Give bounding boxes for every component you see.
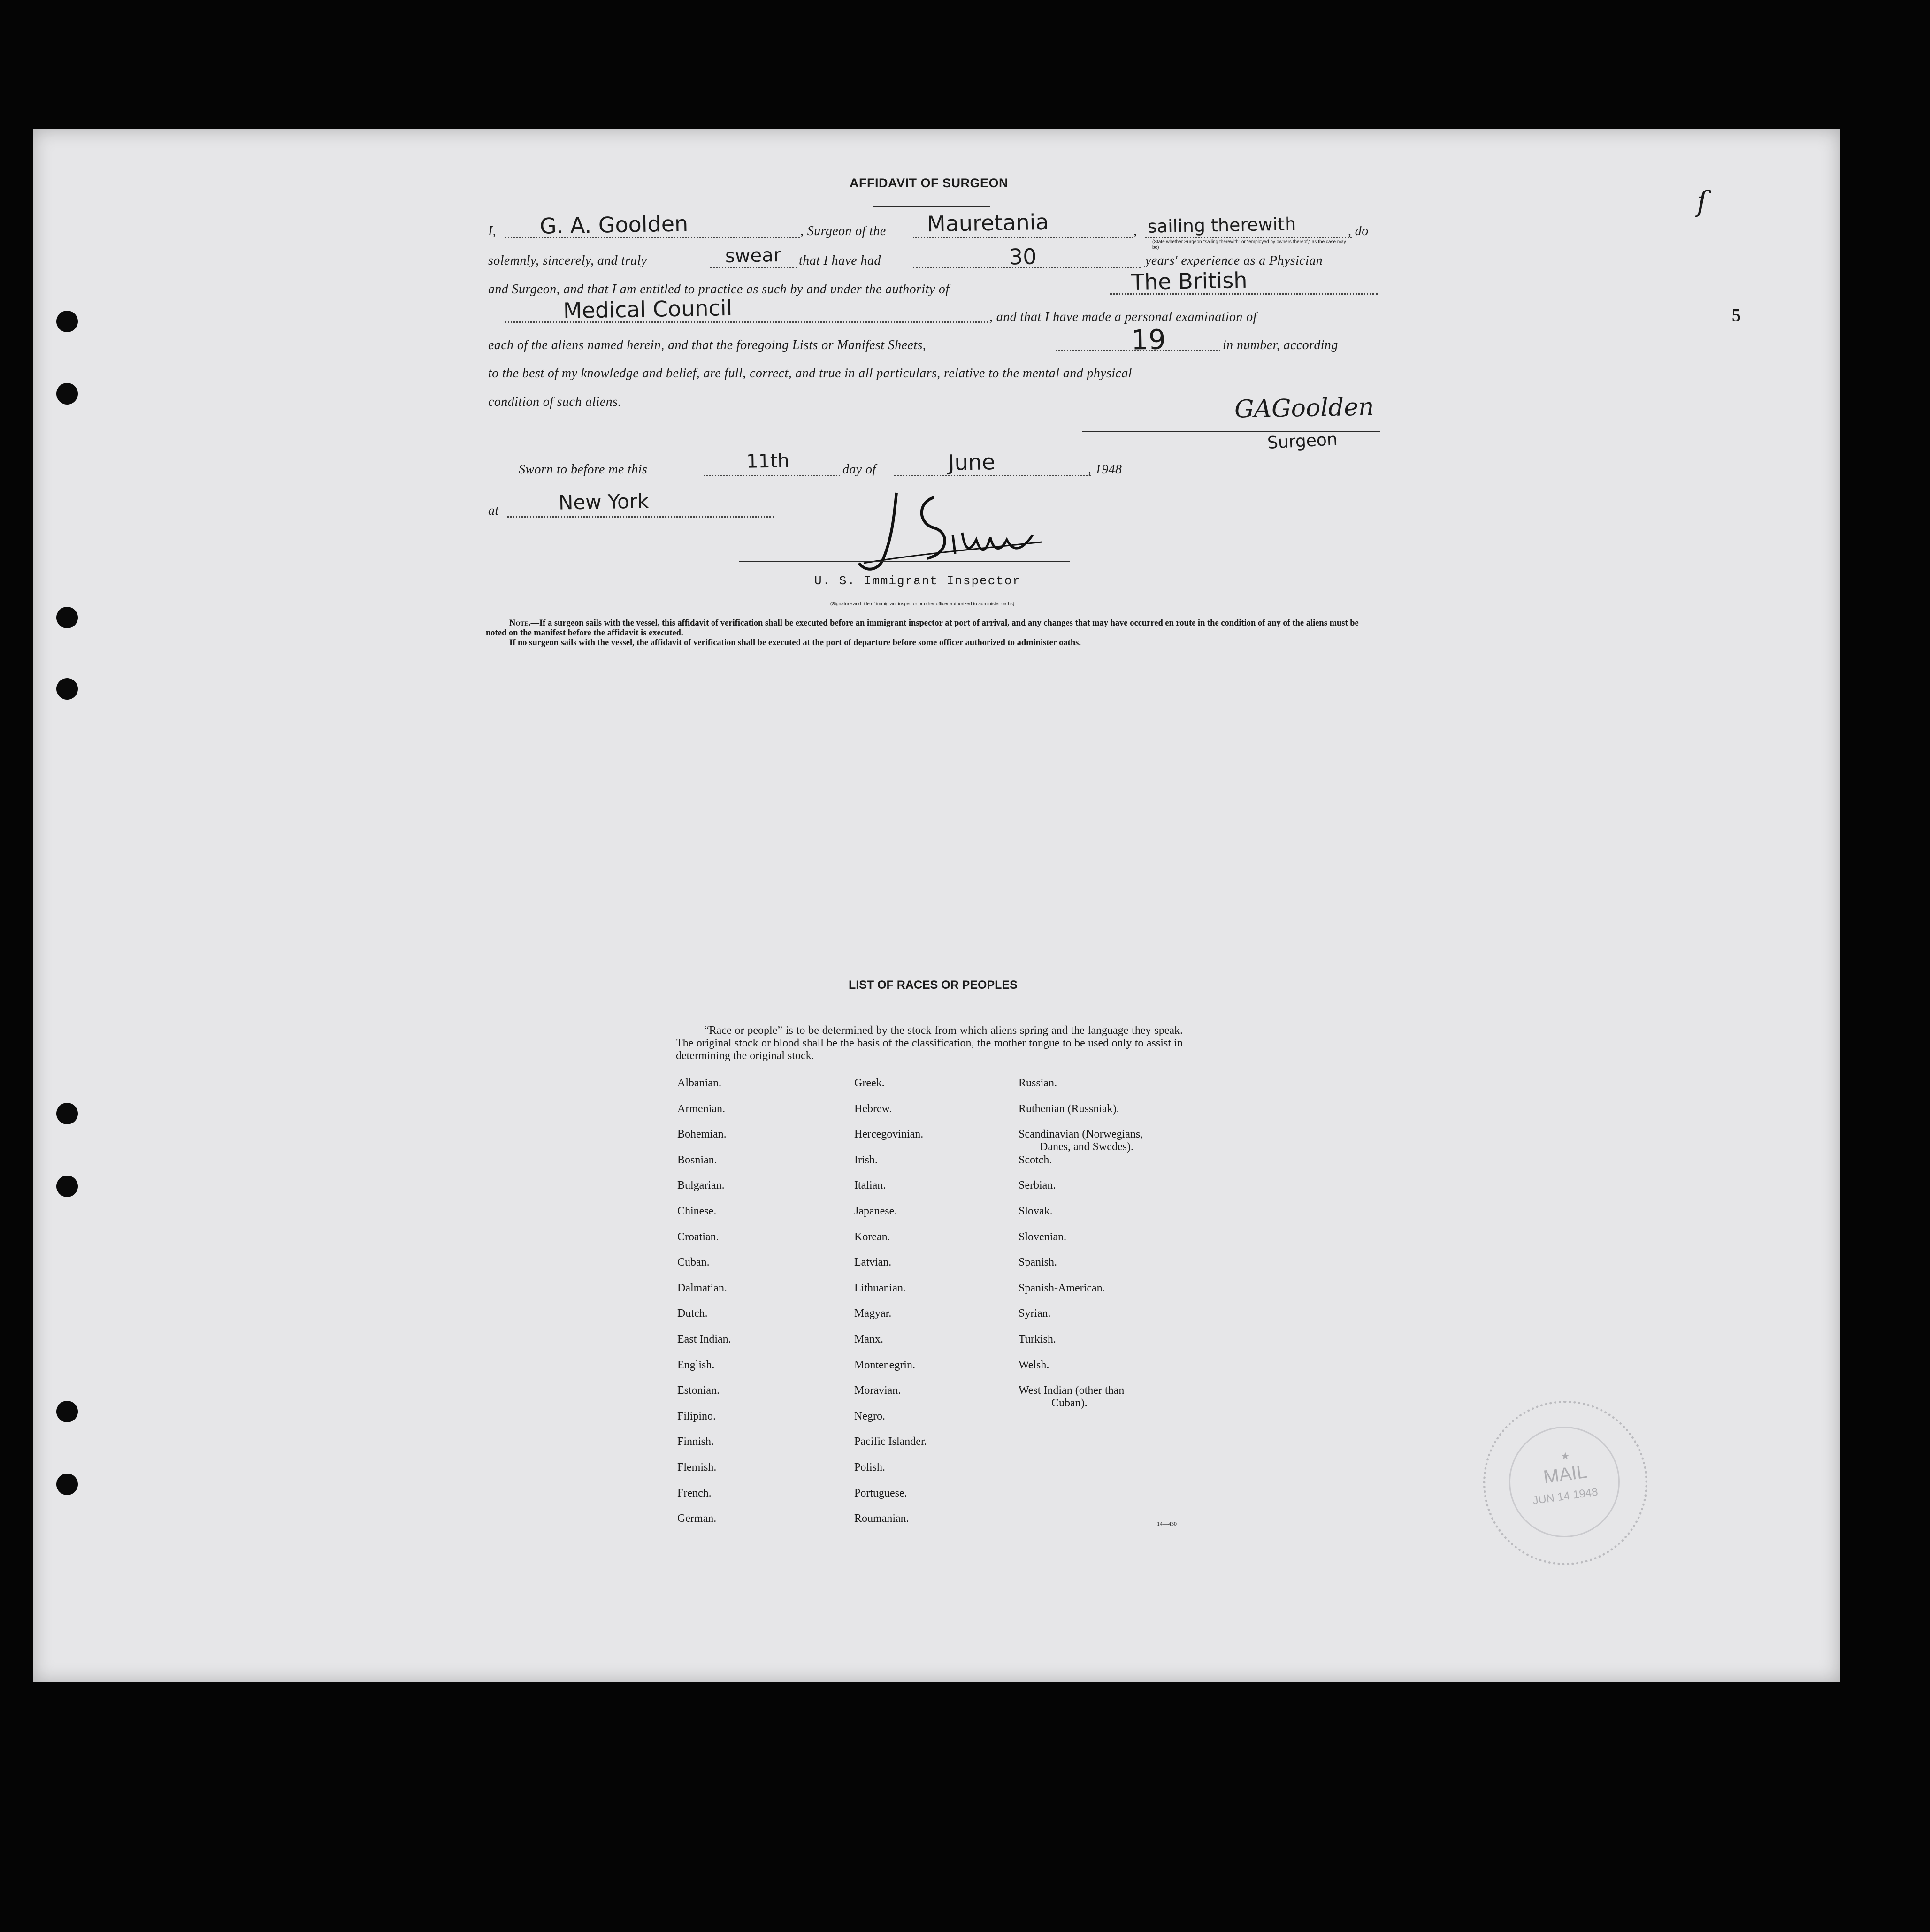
place-line (507, 516, 774, 518)
race-item: Japanese. (854, 1205, 897, 1217)
title-rule (873, 206, 990, 207)
capacity-line (1145, 237, 1352, 238)
at-label: at (488, 504, 499, 518)
binder-hole (56, 1103, 78, 1124)
binder-hole (56, 678, 78, 700)
capacity-instruction: (State whether Surgeon "sailing therewith" or "employed by owners thereof," as the case may be) (1152, 239, 1346, 250)
binder-hole (56, 607, 78, 628)
sworn-year: , 1948 (1088, 462, 1122, 477)
race-item: Portuguese. (854, 1487, 907, 1499)
affidavit-note (486, 619, 1380, 648)
month-line (894, 475, 1091, 476)
race-item: Turkish. (1019, 1333, 1056, 1345)
binder-hole (56, 1401, 78, 1422)
race-item: French. (677, 1487, 712, 1499)
races-intro (676, 1024, 1183, 1062)
race-item: Armenian. (677, 1102, 725, 1115)
race-item: Greek. (854, 1077, 885, 1089)
race-item: Magyar. (854, 1307, 892, 1320)
do-label: , do (1348, 224, 1369, 238)
day-line (704, 475, 840, 476)
sheets-text-b: in number, according (1223, 338, 1338, 352)
race-item: Dalmatian. (677, 1282, 727, 1294)
knowledge-text: to the best of my knowledge and belief, are full, correct, and true in all particulars, relative to the mental and physical (488, 366, 1132, 381)
postmark-date: JUN 14 1948 (1532, 1485, 1599, 1507)
inspector-caption: (Signature and title of immigrant inspector or other officer authorized to administer oaths) (830, 602, 1015, 607)
race-item: Lithuanian. (854, 1282, 906, 1294)
race-item: West Indian (other than (1019, 1384, 1125, 1397)
race-item: Scandinavian (Norwegians, (1019, 1128, 1143, 1141)
race-item: Moravian. (854, 1384, 901, 1397)
affidavit-title: AFFIDAVIT OF SURGEON (850, 176, 1008, 190)
race-item: English. (677, 1359, 715, 1371)
oath-word: swear (725, 244, 781, 267)
day-of-label: day of (842, 462, 876, 477)
sworn-place: New York (558, 489, 649, 514)
race-item: Syrian. (1019, 1307, 1051, 1320)
authority-a: The British (1131, 267, 1248, 295)
authority-b: Medical Council (563, 295, 733, 324)
race-item: Serbian. (1019, 1179, 1056, 1192)
race-item: German. (677, 1512, 717, 1525)
race-item: Russian. (1019, 1077, 1057, 1089)
years-experience: 30 (1009, 244, 1037, 270)
note-paragraph-1: —If a surgeon sails with the vessel, this affidavit of verification shall be executed before an immigrant inspector at port of arrival, and any changes that may have occurred en route in the condition of any of the aliens must be noted on the manifest before the affidavit is executed. (486, 619, 1359, 638)
race-item: Ruthenian (Russniak). (1019, 1102, 1119, 1115)
races-intro-text: “Race or people” is to be determined by the stock from which aliens spring and the language they speak. The original stock or blood shall be the basis of the classification, the mother tongue to be used only to assist in determining the original stock. (676, 1024, 1183, 1062)
surgeon-signature-title: Surgeon (1267, 430, 1338, 453)
condition-text: condition of such aliens. (488, 395, 621, 409)
postmark-mail-text: MAIL (1542, 1461, 1589, 1488)
race-item: Flemish. (677, 1461, 717, 1474)
race-item: Spanish. (1019, 1256, 1057, 1269)
race-item: Korean. (854, 1230, 890, 1243)
race-item: Slovak. (1019, 1205, 1053, 1217)
race-item-continued: Danes, and Swedes). (1040, 1141, 1133, 1153)
surgeon-name: G. A. Goolden (539, 211, 689, 239)
comma: , (1133, 224, 1137, 238)
race-item: Montenegrin. (854, 1359, 915, 1371)
race-item: Scotch. (1019, 1153, 1052, 1166)
authority-text: and Surgeon, and that I am entitled to practice as such by and under the authority of (488, 282, 950, 297)
race-item: Irish. (854, 1153, 878, 1166)
surgeon-capacity: sailing therewith (1147, 214, 1296, 237)
binder-hole (56, 1176, 78, 1197)
pronoun: I, (488, 224, 497, 238)
race-item: Hercegovinian. (854, 1128, 924, 1141)
sheets-count: 19 (1131, 323, 1166, 356)
race-item: Roumanian. (854, 1512, 909, 1525)
race-item: Finnish. (677, 1436, 714, 1448)
inspector-signature-line (739, 561, 1070, 562)
binder-hole (56, 1474, 78, 1495)
vessel-name: Mauretania (927, 209, 1049, 237)
inspector-title: U. S. Immigrant Inspector (814, 574, 1021, 588)
race-item: Filipino. (677, 1410, 716, 1422)
race-item: Latvian. (854, 1256, 892, 1269)
races-column-3 (1019, 1077, 1143, 1410)
race-item: Negro. (854, 1410, 885, 1422)
sworn-text: Sworn to before me this (519, 462, 648, 477)
postmark-star: ★ (1561, 1450, 1570, 1462)
race-item: Chinese. (677, 1205, 717, 1217)
race-item: Bulgarian. (677, 1179, 725, 1192)
race-item: Italian. (854, 1179, 886, 1192)
binder-hole (56, 383, 78, 405)
form-number: 14—430 (1157, 1520, 1177, 1527)
corner-mark: ſ (1697, 185, 1708, 218)
race-item: Cuban. (677, 1256, 710, 1269)
race-item-continued: Cuban). (1051, 1397, 1088, 1410)
surgeon-of-label: , Surgeon of the (800, 224, 886, 238)
oath-text-c: years' experience as a Physician (1145, 253, 1323, 268)
examination-text: , and that I have made a personal examination of (989, 310, 1257, 324)
oath-text-b: that I have had (799, 253, 881, 268)
surgeon-signature: GAGoolden (1234, 393, 1374, 424)
oath-line (710, 267, 797, 268)
race-item: Slovenian. (1019, 1230, 1066, 1243)
race-item: Bosnian. (677, 1153, 717, 1166)
sheets-text-a: each of the aliens named herein, and that the foregoing Lists or Manifest Sheets, (488, 338, 927, 352)
vessel-line (913, 237, 1133, 238)
note-label: Note. (509, 619, 531, 628)
race-item: Welsh. (1019, 1359, 1049, 1371)
races-column-1 (677, 1077, 731, 1538)
race-item: Spanish-American. (1019, 1282, 1105, 1294)
page-number: 5 (1732, 305, 1741, 325)
race-item: Bohemian. (677, 1128, 727, 1141)
race-item: Manx. (854, 1333, 883, 1345)
race-item: Albanian. (677, 1077, 721, 1089)
sworn-day: 11th (746, 450, 790, 473)
binder-hole (56, 311, 78, 332)
race-item: Dutch. (677, 1307, 708, 1320)
race-item: East Indian. (677, 1333, 731, 1345)
sworn-month: June (948, 449, 996, 475)
races-column-2 (854, 1077, 927, 1538)
race-item: Pacific Islander. (854, 1436, 927, 1448)
races-title: LIST OF RACES OR PEOPLES (849, 978, 1018, 992)
note-paragraph-2: If no surgeon sails with the vessel, the affidavit of verification shall be executed at the port of departure before some officer authorized to administer oaths. (509, 638, 1081, 648)
mail-postmark-stamp (1483, 1401, 1647, 1565)
race-item: Polish. (854, 1461, 886, 1474)
race-item: Croatian. (677, 1230, 719, 1243)
inspector-signature (835, 483, 1051, 577)
race-item: Hebrew. (854, 1102, 892, 1115)
oath-text-a: solemnly, sincerely, and truly (488, 253, 647, 268)
race-item: Estonian. (677, 1384, 720, 1397)
